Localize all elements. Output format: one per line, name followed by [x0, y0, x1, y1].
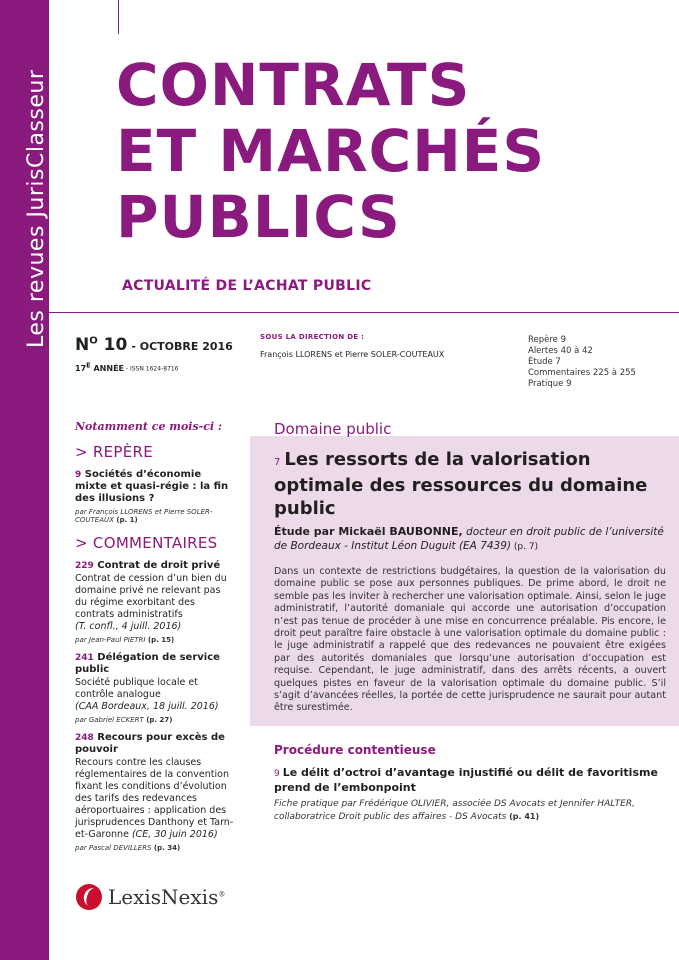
- commentaires-heading: > COMMENTAIRES: [75, 534, 218, 552]
- highlights-heading: Notamment ce mois-ci :: [75, 420, 222, 433]
- feature-abstract: Dans un contexte de restrictions budgétaires, la question de la valorisation du domaine public se pose aux personnes publiques. De prime abord, le droit ne semble pas les inviter à rechercher une valorisation optimale. Ainsi, selon le juge administratif, l’autorité domaniale qui accorde une autorisation d’occupation n’est pas tenue de procéder à une mise en concurrence préalable. Pis encore, le droit peut paraître faire obstacle à une valorisation optimale du domaine public : le juge administratif a rappelé que des redevances ne pouvaient être exigées par des autorités domaniales que lorsqu’une autorisation d’occupation est requise. Cependant, le juge administratif, dans des arrêts récents, a ouvert quelques pistes en faveur de la valorisation optimale du domaine public. S’il s’agit d’avancées réelles, la portée de cette jurisprudence ne saurait pour autant être surestimée.: [274, 566, 666, 714]
- spine-brand-text: Les revues JurisClasseur: [24, 69, 49, 348]
- commentaire-entry: 248 Recours pour excès de pouvoir Recours contre les clauses réglementaires de la convention fixant les conditions d’évolution des tarifs des redevances aéroportuaires : application des jurisprudences Danthony et Tarn-et-Garonne (CE, 30 juin 2016) par Pascal DEVILLERS (p. 34): [75, 732, 234, 852]
- feature-author: Étude par Mickaël BAUBONNE, docteur en droit public de l’université de Bordeaux - Institut Léon Duguit (EA 7439) (p. 7): [274, 525, 664, 552]
- feature-article: [274, 420, 666, 715]
- journal-title: [116, 52, 545, 250]
- commentaire-entry: 241 Délégation de service public Société publique locale et contrôle analogue (CAA Bordeaux, 18 juill. 2016) par Gabriel ECKERT (p. 27): [75, 652, 220, 724]
- procedure-title: 9 Le délit d’octroi d’avantage injustifié ou délit de favoritisme prend de l’embonpoint: [274, 766, 658, 794]
- editorial-direction: SOUS LA DIRECTION DE : François LLORENS et Pierre SOLER-COUTEAUX: [260, 333, 445, 359]
- issue-summary: Repère 9 Alertes 40 à 42 Étude 7 Commentaires 225 à 255 Pratique 9: [528, 335, 636, 389]
- top-divider: [118, 0, 119, 34]
- procedure-section: Procédure contentieuse: [274, 743, 436, 757]
- procedure-article: [274, 743, 666, 823]
- journal-subtitle: ACTUALITÉ DE L’ACHAT PUBLIC: [122, 278, 372, 294]
- title-line-3: PUBLICS: [116, 183, 401, 251]
- repere-entry: 9 Sociétés d’économie mixte et quasi-régie : la fin des illusions ? par François LLORENS et Pierre SOLER-COUTEAUX (p. 1): [75, 469, 229, 524]
- header-divider: [49, 312, 679, 313]
- publisher-logo: LexisNexis®: [76, 884, 225, 910]
- commentaire-entry: 229 Contrat de droit privé Contrat de cession d’un bien du domaine privé ne relevant pas du régime exorbitant des contrats administratifs (T. confl., 4 juill. 2016) par Jean-Paul PIETRI (p. 15): [75, 560, 227, 644]
- feature-section: Domaine public: [274, 420, 392, 438]
- title-line-1: CONTRATS: [116, 51, 471, 119]
- issue-number: $N^O$ 10 - OCTOBRE 2016: [75, 335, 233, 355]
- repere-heading: > REPÈRE: [75, 443, 154, 461]
- highlights-column: [75, 420, 235, 852]
- feature-title: 7 Les ressorts de la valorisation optimale des ressources du domaine public: [274, 449, 648, 519]
- lexisnexis-logo-icon: [76, 884, 102, 910]
- procedure-author: Fiche pratique par Frédérique OLIVIER, associée DS Avocats et Jennifer HALTER, collaboratrice Droit public des affaires - DS Avocats (p. 41): [274, 799, 635, 822]
- title-line-2: ET MARCHÉS: [116, 117, 546, 185]
- issue-year: $17^E$ ANNÉE - ISSN 1624-8716: [75, 361, 179, 373]
